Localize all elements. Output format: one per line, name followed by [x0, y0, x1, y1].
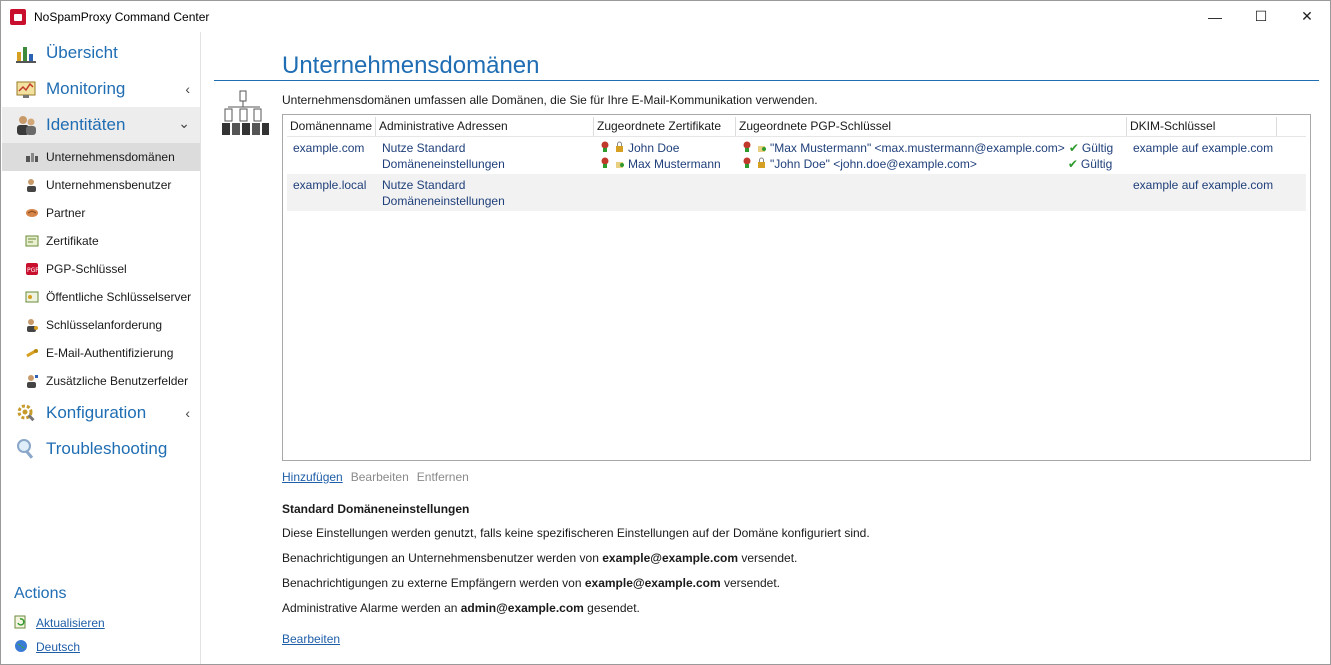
sidebar-item-label: Öffentliche Schlüsselserver — [46, 290, 192, 304]
monitoring-icon — [14, 77, 38, 101]
settings-line-internal — [282, 551, 870, 565]
column-header-domain[interactable]: Domänenname — [287, 117, 376, 136]
text: versendet. — [738, 551, 798, 565]
column-header-admin[interactable]: Administrative Adressen — [376, 117, 594, 136]
domains-large-icon — [220, 89, 270, 139]
cert-seal-icon — [600, 140, 614, 156]
app-logo-icon — [10, 9, 26, 25]
nav-identities[interactable] — [2, 107, 200, 143]
cell-domain: example.com — [293, 141, 365, 155]
sidebar-item-label: Schlüsselanforderung — [46, 318, 163, 332]
sender-address: example@example.com — [602, 551, 738, 565]
text: versendet. — [720, 576, 781, 590]
admin-line: Domäneneinstellungen — [382, 157, 505, 171]
key-request-icon — [24, 317, 40, 333]
lock-icon — [614, 140, 628, 156]
page-title: Unternehmensdomänen — [282, 52, 540, 79]
pgp-status: Gültig — [1081, 141, 1114, 155]
nav-label: Übersicht — [46, 43, 118, 62]
admin-line: Nutze Standard — [382, 141, 466, 155]
chevron-left-icon[interactable]: ‹ — [185, 405, 190, 421]
keyserver-icon — [24, 289, 40, 305]
maximize-button[interactable]: ☐ — [1254, 8, 1268, 24]
sidebar-item-zusaetzliche-benutzerfelder[interactable] — [2, 367, 200, 395]
cell-certs — [594, 177, 736, 209]
users-icon — [24, 177, 40, 193]
sidebar — [2, 32, 201, 664]
refresh-link[interactable]: Aktualisieren — [36, 616, 105, 630]
sidebar-item-unternehmensdomaenen[interactable] — [2, 143, 200, 171]
cell-certs — [594, 140, 736, 172]
add-button[interactable]: Hinzufügen — [282, 470, 343, 484]
title-bar — [1, 1, 1330, 32]
pgp-key-name: "John Doe" <john.doe@example.com> — [770, 157, 977, 171]
actions-panel — [14, 585, 105, 659]
cert-seal-icon — [742, 140, 756, 156]
sidebar-item-partner[interactable] — [2, 199, 200, 227]
cert-name: Max Mustermann — [628, 157, 721, 171]
chevron-down-icon[interactable]: ⌄ — [178, 115, 190, 131]
admin-line: Nutze Standard — [382, 178, 466, 192]
table-header — [287, 117, 1306, 137]
sidebar-item-zertifikate[interactable] — [2, 227, 200, 255]
cell-dkim: example auf example.com — [1133, 141, 1274, 155]
cert-name: John Doe — [628, 141, 680, 155]
sidebar-item-label: Partner — [46, 206, 86, 220]
window-controls — [1192, 1, 1330, 32]
chevron-left-icon[interactable]: ‹ — [185, 81, 190, 97]
sidebar-item-email-authentifizierung[interactable] — [2, 339, 200, 367]
column-header-dkim[interactable]: DKIM-Schlüssel — [1127, 117, 1277, 136]
nav-label: Konfiguration — [46, 403, 147, 422]
cell-pgp — [736, 177, 1127, 209]
text: Administrative Alarme werden an — [282, 601, 461, 615]
text: gesendet. — [583, 601, 640, 615]
overview-icon — [14, 41, 38, 65]
table-row[interactable] — [287, 174, 1306, 211]
partner-icon — [24, 205, 40, 221]
language-link[interactable]: Deutsch — [36, 640, 81, 654]
sidebar-item-label: Zertifikate — [46, 234, 99, 248]
user-fields-icon — [24, 373, 40, 389]
settings-intro: Diese Einstellungen werden genutzt, falls keine spezifischeren Einstellungen auf der Domäne konfiguriert sind. — [282, 526, 870, 540]
cell-pgp — [736, 140, 1127, 172]
main-content — [214, 32, 1319, 664]
table-toolbar — [282, 470, 469, 484]
text: Benachrichtigungen an Unternehmensbenutzer werden von — [282, 551, 603, 565]
admin-line: Domäneneinstellungen — [382, 194, 505, 208]
nav-configuration[interactable] — [2, 395, 200, 431]
certificate-icon — [24, 233, 40, 249]
pgp-key-name: "Max Mustermann" <max.mustermann@example.com> — [770, 141, 1065, 155]
pgp-icon — [24, 261, 40, 277]
nav-overview[interactable] — [2, 35, 200, 71]
settings-line-alarms — [282, 601, 870, 615]
page-description: Unternehmensdomänen umfassen alle Domänen, die Sie für Ihre E-Mail-Kommunikation verwenden. — [282, 93, 818, 107]
column-header-pgp[interactable]: Zugeordnete PGP-Schlüssel — [736, 117, 1127, 136]
sidebar-item-label: Unternehmensbenutzer — [46, 178, 172, 192]
sidebar-item-label: E-Mail-Authentifizierung — [46, 346, 174, 360]
nav-label: Troubleshooting — [46, 439, 168, 458]
troubleshooting-icon — [14, 437, 38, 461]
window-title: NoSpamProxy Command Center — [34, 9, 210, 24]
cert-seal-icon — [600, 156, 614, 172]
sidebar-item-label: Zusätzliche Benutzerfelder — [46, 374, 189, 388]
action-refresh — [14, 611, 105, 635]
cert-entry — [600, 156, 736, 172]
edit-button[interactable]: Bearbeiten — [350, 470, 409, 484]
table-row[interactable] — [287, 137, 1306, 174]
sidebar-item-schluesselanforderung[interactable] — [2, 311, 200, 339]
cell-dkim: example auf example.com — [1133, 178, 1274, 192]
pgp-entry — [742, 140, 1127, 156]
domains-table — [282, 114, 1311, 461]
actions-heading: Actions — [14, 585, 67, 602]
default-domain-settings — [282, 502, 870, 646]
text: Benachrichtigungen zu externe Empfängern werden von — [282, 576, 585, 590]
svg-text:PGP: PGP — [27, 267, 39, 274]
cert-entry — [600, 140, 736, 156]
cell-domain: example.local — [293, 178, 367, 192]
sidebar-item-oeffentliche-schluesselserver[interactable] — [2, 283, 200, 311]
domains-icon — [24, 149, 40, 165]
lock-key-icon — [756, 140, 770, 156]
close-button[interactable]: ✕ — [1301, 8, 1313, 24]
pgp-status: Gültig — [1080, 157, 1113, 171]
sidebar-item-pgp-schluessel[interactable] — [2, 255, 200, 283]
nav-label: Monitoring — [46, 79, 126, 98]
nav-monitoring[interactable] — [2, 71, 200, 107]
nav-troubleshooting[interactable] — [2, 431, 200, 467]
cert-seal-icon — [742, 156, 756, 172]
action-language — [14, 635, 105, 659]
sidebar-item-label: PGP-Schlüssel — [46, 262, 127, 276]
globe-icon — [14, 639, 28, 656]
title-divider — [214, 80, 1319, 81]
identities-icon — [14, 113, 38, 137]
cell-admin — [376, 140, 594, 172]
checkmark-icon: ✔ — [1067, 157, 1078, 171]
refresh-icon — [14, 615, 28, 632]
configuration-icon — [14, 401, 38, 425]
mail-auth-icon — [24, 345, 40, 361]
sidebar-item-unternehmensbenutzer[interactable] — [2, 171, 200, 199]
cell-admin — [376, 177, 594, 209]
column-header-certs[interactable]: Zugeordnete Zertifikate — [594, 117, 736, 136]
lock-icon — [756, 156, 770, 172]
sidebar-item-label: Unternehmensdomänen — [46, 150, 175, 164]
edit-settings-link[interactable]: Bearbeiten — [282, 632, 341, 646]
settings-line-external — [282, 576, 870, 590]
sender-address: example@example.com — [584, 576, 721, 590]
lock-key-icon — [614, 156, 628, 172]
admin-address: admin@example.com — [460, 601, 584, 615]
remove-button[interactable]: Entfernen — [416, 470, 469, 484]
settings-heading: Standard Domäneneinstellungen — [282, 502, 470, 516]
nav-label: Identitäten — [46, 115, 126, 134]
minimize-button[interactable]: — — [1208, 8, 1222, 25]
checkmark-icon: ✔ — [1068, 141, 1079, 155]
pgp-entry — [742, 156, 1127, 172]
